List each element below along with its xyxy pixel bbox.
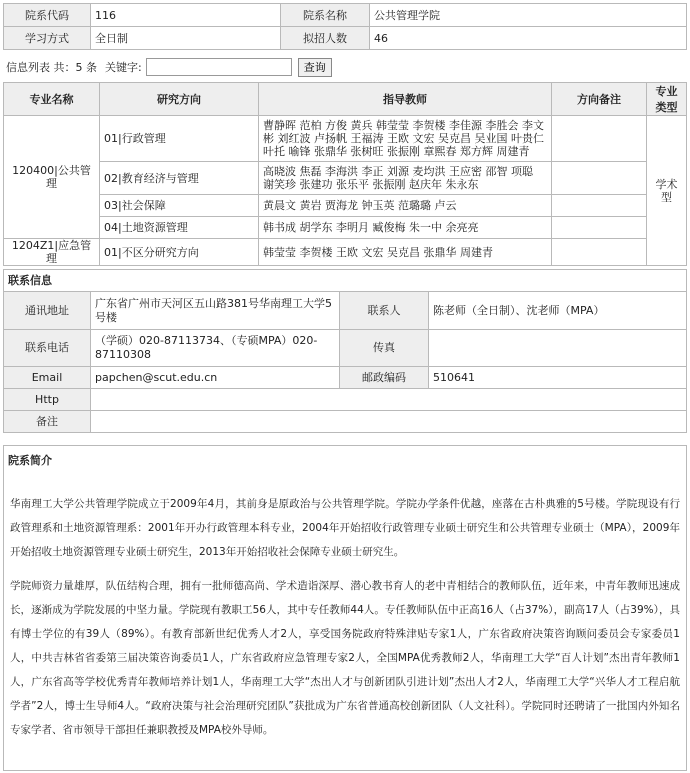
- teachers: 韩书成 胡学东 李明月 臧俊梅 朱一中 余亮亮: [259, 217, 552, 239]
- direction-note: [552, 239, 647, 266]
- department-intro: [3, 445, 687, 771]
- contact-person-label: 联系人: [340, 292, 429, 330]
- table-row: [4, 162, 687, 195]
- search-bar: [6, 56, 332, 78]
- teachers: 韩莹莹 李贺楼 王欧 文宏 吴克昌 张鼎华 周建青: [259, 239, 552, 266]
- phone-label: 联系电话: [4, 330, 91, 367]
- contact-section-title: 联系信息: [4, 270, 687, 292]
- direction-note: [552, 116, 647, 162]
- address-label: 通讯地址: [4, 292, 91, 330]
- contact-person-value: 陈老师（全日制）、沈老师（MPA）: [429, 292, 687, 330]
- table-row: [4, 217, 687, 239]
- keyword-label: 关键字:: [105, 61, 142, 74]
- search-button[interactable]: 查询: [298, 58, 332, 77]
- intro-paragraph-2: 学院师资力量雄厚，队伍结构合理，拥有一批师德高尚、学术造诣深厚、潜心教书育人的老中青相结合的教师队伍，近年来，中青年教师迅速成长，逐渐成为学院发展的中坚力量。学院现有教职工56人，其中专任教师44人。专任教师队伍中正高16人（占37%），副高17人（占39%），具有博士学位的有39人（89%）。有教育部新世纪优秀人才2人，享受国务院政府特殊津贴专家1人，广东省政府决策咨询顾问委员会专家委员1人，中共吉林省省委第三届决策咨询委员1人，广东省政府应急管理专家2人，全国MPA优秀教师2人，华南理工大学“百人计划”杰出青年教师1人，广东省高等学校优秀青年教师培养计划1人，华南理工大学“杰出人才与创新团队引进计划”杰出人才2人，华南理工大学“兴华人才工程启航学者”2人，博士生导师4人。“政府决策与社会治理研究团队”获批成为广东省普通高校创新团队（人文社科）。学院同时还聘请了一批国内外知名专家学者、省市领导干部担任兼职教授及MPA校外导师。: [10, 580, 680, 736]
- col-type: 专业类型: [647, 83, 687, 116]
- col-teachers: 指导教师: [259, 83, 552, 116]
- intro-title: 院系简介: [8, 454, 52, 467]
- code-label: 院系代码: [4, 4, 91, 27]
- plan-value: 46: [370, 27, 687, 50]
- direction: 03|社会保障: [100, 195, 259, 217]
- direction: 04|土地资源管理: [100, 217, 259, 239]
- keyword-input[interactable]: [146, 58, 292, 76]
- direction-note: [552, 217, 647, 239]
- direction-note: [552, 162, 647, 195]
- mode-value: 全日制: [91, 27, 281, 50]
- address-value: 广东省广州市天河区五山路381号华南理工大学5号楼: [91, 292, 340, 330]
- name-label: 院系名称: [281, 4, 370, 27]
- intro-paragraph-1: 华南理工大学公共管理学院成立于2009年4月，其前身是原政治与公共管理学院。学院办学条件优越，座落在古朴典雅的5号楼。学院现设有行政管理系和土地资源管理系：2001年开办行政管理本科专业，2004年开始招收行政管理专业硕士研究生和公共管理专业硕士（MPA），2009年开始招收土地资源管理专业硕士研究生，2013年开始招收社会保障专业硕士研究生。: [10, 498, 680, 558]
- col-note: 方向备注: [552, 83, 647, 116]
- major-name: 120400|公共管理: [4, 116, 100, 239]
- col-direction: 研究方向: [100, 83, 259, 116]
- major-name: 1204Z1|应急管理: [4, 239, 100, 266]
- teachers: 高晓波 焦磊 李海洪 李正 刘源 麦均洪 王应密 邵智 项聪 谢笑珍 张建功 张乐平 张振刚 赵庆年 朱永东: [259, 162, 552, 195]
- major-type: 学术型: [647, 116, 687, 266]
- table-row: [4, 116, 687, 162]
- zip-label: 邮政编码: [340, 367, 429, 389]
- teachers: 曹静晖 范柏 方俊 黄兵 韩莹莹 李贺楼 李佳源 李胜会 李文彬 刘红波 卢扬帆 王福涛 王欧 文宏 吴克昌 吴业国 叶贵仁 叶托 喻锋 张鼎华 张树旺 张振刚 章熙春 郑方辉 周建青: [259, 116, 552, 162]
- remark-label: 备注: [4, 411, 91, 433]
- name-value: 公共管理学院: [370, 4, 687, 27]
- fax-value: [429, 330, 687, 367]
- teachers: 黄晨文 黄岩 贾海龙 钟玉英 范璐璐 卢云: [259, 195, 552, 217]
- email-value[interactable]: papchen@scut.edu.cn: [91, 367, 340, 389]
- http-label: Http: [4, 389, 91, 411]
- http-value[interactable]: [91, 389, 687, 411]
- direction: 02|教育经济与管理: [100, 162, 259, 195]
- table-row: [4, 195, 687, 217]
- table-row: [4, 239, 687, 266]
- plan-label: 拟招人数: [281, 27, 370, 50]
- email-label: Email: [4, 367, 91, 389]
- fax-label: 传真: [340, 330, 429, 367]
- department-info-table: [3, 3, 687, 50]
- direction: 01|行政管理: [100, 116, 259, 162]
- record-count: 信息列表 共：5 条: [6, 61, 97, 74]
- contact-table: [3, 269, 687, 433]
- remark-value: [91, 411, 687, 433]
- code-value: 116: [91, 4, 281, 27]
- zip-value: 510641: [429, 367, 687, 389]
- majors-table: [3, 82, 687, 266]
- direction: 01|不区分研究方向: [100, 239, 259, 266]
- phone-value: （学硕）020-87113734、（专硕MPA）020-87110308: [91, 330, 340, 367]
- col-major-name: 专业名称: [4, 83, 100, 116]
- direction-note: [552, 195, 647, 217]
- mode-label: 学习方式: [4, 27, 91, 50]
